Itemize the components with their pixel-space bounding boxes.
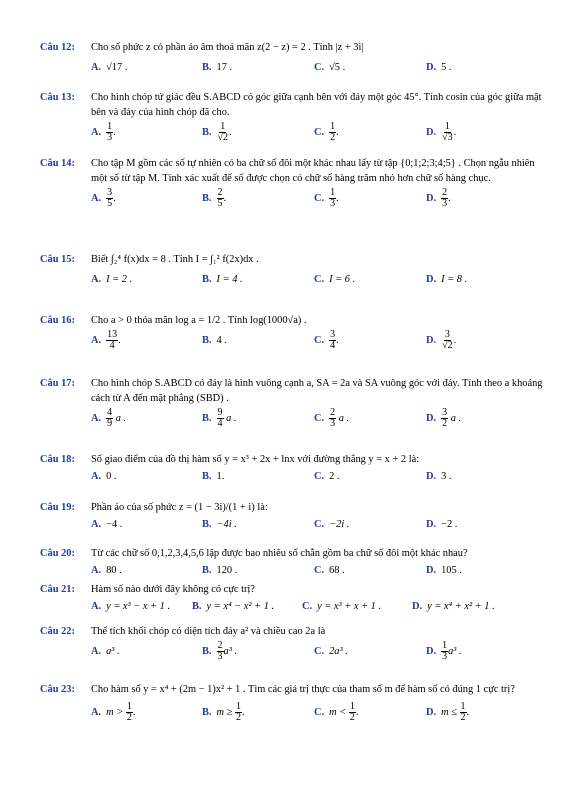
option-b: B. $\frac{1}{√2}$ . [202,120,232,143]
option-b: B. 1. [202,470,225,482]
option-d: D. 3 . [426,470,452,482]
option-c: C. y = x³ + x + 1 . [302,600,382,612]
option-c: C. m < $\frac{1}{2}$ . [314,700,359,723]
question-text: Từ các chữ số 0,1,2,3,4,5,6 lập được bao nhiêu số chẵn gồm ba chữ số đôi một khác nhau? [91,548,468,559]
options [40,468,544,484]
options [40,701,544,723]
question-14 [40,156,544,209]
option-c: C. −2i . [314,518,350,530]
option-c: C. $\frac{3}{4}$ . [314,328,339,351]
option-c: C. $\frac{1}{2}$ . [314,120,339,143]
options [40,640,544,662]
question-number: Câu 13: [40,92,75,103]
option-c: C. $\frac{1}{3}$ . [314,186,339,209]
option-a: A. y = x³ − x + 1 . [91,600,171,612]
option-d: D. 5 . [426,61,452,73]
option-b: B. m ≥ $\frac{1}{2}$ . [202,700,245,723]
option-d: D. $\frac{1}{√3}$ . [426,120,457,143]
option-b: B. 17 . [202,61,233,73]
question-15 [40,252,544,290]
option-a: A. 0 . [91,470,117,482]
option-c: C. √5 . [314,61,346,73]
question-text: Cho số phức z có phần ảo âm thoả mãn z(2 − z) = 2 . Tính |z + 3i| [91,42,364,53]
option-c: C. 68 . [314,564,345,576]
option-d: D. $\frac{3}{√2}$ . [426,328,457,351]
question-number: Câu 20: [40,548,75,559]
question-number: Câu 17: [40,378,75,389]
question-number: Câu 14: [40,158,75,169]
question-18 [40,452,544,484]
question-22 [40,624,544,662]
option-d: D. $\frac{3}{2}$ a . [426,406,462,429]
question-text: Cho hình chóp S.ABCD có đáy là hình vuông cạnh a, SA = 2a và SA vuông góc với đáy. Tính theo a khoảng cách từ A đến mặt phẳng (SBD) . [91,378,543,404]
question-number: Câu 21: [40,584,75,595]
option-d: D. −2 . [426,518,458,530]
question-number: Câu 12: [40,42,75,53]
option-d: D. $\frac{2}{3}$ . [426,186,451,209]
question-number: Câu 23: [40,684,75,695]
question-text: Hàm số nào dưới đây không có cực trị? [91,584,255,595]
question-text: Biết ∫₂⁴ f(x)dx = 8 . Tính I = ∫₁² f(2x)dx . [91,254,259,265]
question-text: Cho tập M gồm các số tự nhiên có ba chữ số đôi một khác nhau lấy từ tập {0;1;2;3;4;5} . Chọn ngẫu nhiên một số từ tập M. Tính xác xuất để số được chọn có chữ số hàng trăm nhỏ hơn chữ số hàng chục. [91,158,535,184]
options [40,56,544,78]
option-b: B. $\frac{2}{3}$ a³ . [202,639,238,662]
option-a: A. $\frac{1}{3}$ . [91,120,116,143]
options [40,598,544,614]
question-number: Câu 18: [40,454,75,465]
option-b: B. I = 4 . [202,273,243,285]
option-b: B. 120 . [202,564,238,576]
option-d: D. y = x⁴ + x² + 1 . [412,600,495,612]
question-text: Cho hàm số y = x⁴ + (2m − 1)x² + 1 . Tìm các giá trị thực của tham số m để hàm số có đúng 1 cực trị? [91,684,515,695]
option-d: D. 105 . [426,564,462,576]
options [40,516,544,532]
options [40,329,544,351]
question-text: Phần ảo của số phức z = (1 − 3i)/(1 + i) là: [91,502,268,513]
option-a: A. √17 . [91,61,128,73]
options [40,268,544,290]
option-a: A. m > $\frac{1}{2}$ . [91,700,136,723]
question-20 [40,546,544,578]
option-b: B. 4 . [202,334,227,346]
question-16 [40,313,544,351]
question-19 [40,500,544,532]
question-number: Câu 19: [40,502,75,513]
option-d: D. $\frac{1}{3}$ a³ . [426,639,462,662]
question-12 [40,40,544,78]
options [40,121,544,143]
option-d: D. m ≤ $\frac{1}{2}$ . [426,700,470,723]
option-b: B. y = x⁴ − x² + 1 . [192,600,275,612]
option-b: B. −4i . [202,518,237,530]
option-a: A. $\frac{13}{4}$ . [91,328,121,351]
options [40,562,544,578]
option-a: A. a³ . [91,645,120,657]
option-c: C. 2a³ . [314,645,348,657]
options [40,187,544,209]
option-c: C. 2 . [314,470,340,482]
option-d: D. I = 8 . [426,273,468,285]
question-17 [40,376,544,429]
option-a: A. 80 . [91,564,122,576]
question-number: Câu 16: [40,315,75,326]
question-text: Thể tích khối chóp có diện tích đáy a² và chiều cao 2a là [91,626,326,637]
question-number: Câu 22: [40,626,75,637]
question-text: Số giao điểm của đồ thị hàm số y = x³ + 2x + lnx với đường thẳng y = x + 2 là: [91,454,420,465]
question-number: Câu 15: [40,254,75,265]
option-b: B. $\frac{2}{5}$ . [202,186,227,209]
options [40,407,544,429]
option-a: A. $\frac{4}{9}$ a . [91,406,127,429]
question-13 [40,90,544,143]
option-c: C. $\frac{2}{3}$ a . [314,406,350,429]
question-text: Cho hình chóp tứ giác đều S.ABCD có góc giữa cạnh bên với đáy một góc 45°. Tính cosin của góc giữa mặt bên và đáy của hình chóp đã cho. [91,92,542,118]
option-c: C. I = 6 . [314,273,356,285]
option-a: A. I = 2 . [91,273,133,285]
option-a: A. −4 . [91,518,123,530]
question-21 [40,582,544,614]
option-b: B. $\frac{9}{4}$ a . [202,406,237,429]
question-23 [40,682,544,723]
question-text: Cho a > 0 thỏa mãn log a = 1/2 . Tính log(1000√a) . [91,315,307,326]
option-a: A. $\frac{3}{5}$ . [91,186,116,209]
